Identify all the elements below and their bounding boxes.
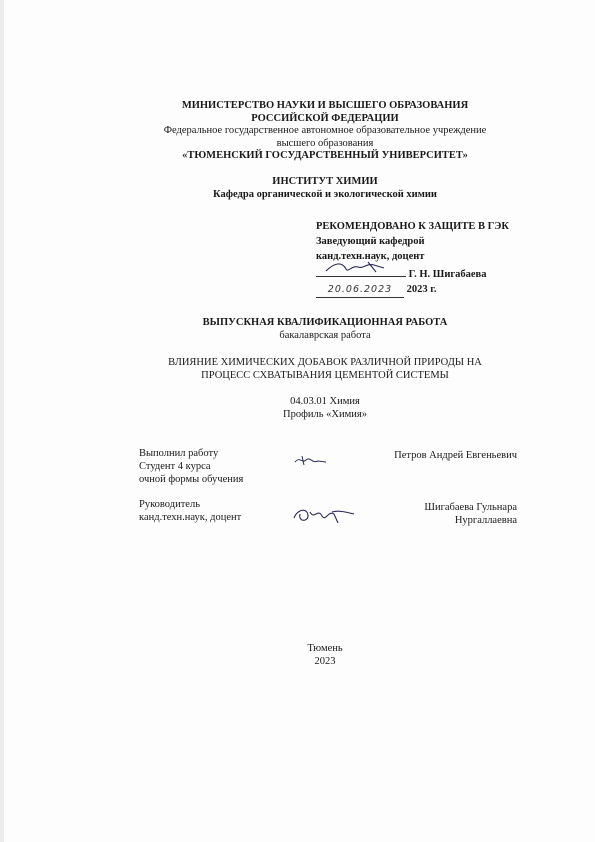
footer-block <box>0 643 595 668</box>
topic-line-1: ВЛИЯНИЕ ХИМИЧЕСКИХ ДОБАВОК РАЗЛИЧНОЙ ПРИРОДЫ НА <box>168 357 482 368</box>
supervisor-line-2: канд.техн.наук, доцент <box>139 512 242 523</box>
thesis-type-block <box>0 317 595 342</box>
supervisor-line-1: Руководитель <box>139 499 200 510</box>
student-line-2: Студент 4 курса <box>139 461 211 472</box>
institute-name: ИНСТИТУТ ХИМИИ <box>272 176 378 187</box>
department-name: Кафедра органической и экологической химии <box>213 188 437 200</box>
specialty-profile: Профиль «Химия» <box>283 408 367 420</box>
student-line-3: очной формы обучения <box>139 474 244 485</box>
student-signature-icon <box>292 452 332 468</box>
specialty-code: 04.03.01 Химия <box>290 396 360 407</box>
topic-line-2: ПРОЦЕСС СХВАТЫВАНИЯ ЦЕМЕНТОЙ СИСТЕМЫ <box>201 369 449 381</box>
approval-name: Г. Н. Шигабаева <box>408 269 487 280</box>
approval-title: РЕКОМЕНДОВАНО К ЗАЩИТЕ В ГЭК <box>316 221 510 232</box>
student-info <box>139 447 243 486</box>
head-signature-icon <box>324 259 404 275</box>
thesis-subtype: бакалаврская работа <box>279 329 371 341</box>
footer-year: 2023 <box>314 655 336 667</box>
ministry-line-1: МИНИСТЕРСТВО НАУКИ И ВЫСШЕГО ОБРАЗОВАНИЯ <box>181 100 469 111</box>
head-signature-line <box>316 264 406 277</box>
thesis-type: ВЫПУСКНАЯ КВАЛИФИКАЦИОННАЯ РАБОТА <box>202 317 448 328</box>
institution-line-2: высшего образования <box>276 137 374 149</box>
university-name: «ТЮМЕНСКИЙ ГОСУДАРСТВЕННЫЙ УНИВЕРСИТЕТ» <box>182 150 468 161</box>
supervisor-name-line-1: Шигабаева Гульнара <box>424 502 517 513</box>
topic-block <box>0 357 595 382</box>
supervisor-name <box>424 501 517 527</box>
supervisor-name-line-2: Нургаллаевна <box>454 515 517 526</box>
supervisor-info <box>139 498 241 524</box>
specialty-block <box>0 396 595 421</box>
institution-line-1: Федеральное государственное автономное образовательное учреждение <box>163 125 487 136</box>
student-name: Петров Андрей Евгеньевич <box>394 450 517 461</box>
footer-city: Тюмень <box>307 643 343 654</box>
student-line-1: Выполнил работу <box>139 448 219 459</box>
approval-date-handwritten: 20.06.2023 <box>316 282 404 298</box>
supervisor-signature-icon <box>292 504 358 526</box>
header-block <box>0 100 595 163</box>
approval-year: 2023 г. <box>406 284 437 295</box>
ministry-line-2: РОССИЙСКОЙ ФЕДЕРАЦИИ <box>251 112 399 124</box>
institute-block <box>0 176 595 201</box>
approval-position: Заведующий кафедрой <box>316 236 425 247</box>
approval-degree: канд.техн.наук, доцент <box>316 251 425 262</box>
approval-block <box>316 219 546 298</box>
